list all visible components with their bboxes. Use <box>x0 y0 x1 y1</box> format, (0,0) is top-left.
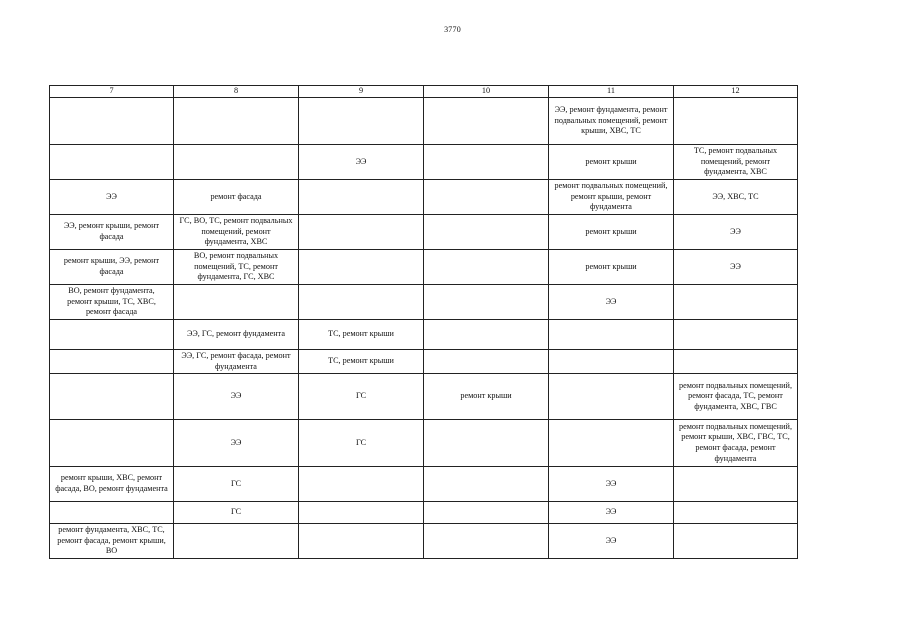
table-cell: ЭЭ, ГС, ремонт фасада, ремонт фундамента <box>174 350 299 374</box>
repair-schedule-table <box>49 85 798 559</box>
table-cell <box>424 180 549 215</box>
table-cell <box>174 145 299 180</box>
column-header: 9 <box>299 86 424 98</box>
table-cell <box>424 524 549 559</box>
table-row <box>50 467 798 502</box>
table-cell <box>299 215 424 250</box>
table-cell: ремонт подвальных помещений, ремонт крыши, ремонт фундамента <box>549 180 674 215</box>
table-cell: ЭЭ <box>674 250 798 285</box>
table-row <box>50 524 798 559</box>
table-cell <box>549 420 674 467</box>
column-header: 11 <box>549 86 674 98</box>
table-cell <box>424 250 549 285</box>
table-cell <box>424 145 549 180</box>
table-cell: ГС <box>299 374 424 420</box>
table-cell: ремонт крыши <box>549 145 674 180</box>
table-cell: ЭЭ, ремонт крыши, ремонт фасада <box>50 215 174 250</box>
table-cell <box>174 285 299 320</box>
table-cell: ЭЭ <box>174 374 299 420</box>
table-cell <box>299 98 424 145</box>
table-cell: ремонт крыши, ХВС, ремонт фасада, ВО, ремонт фундамента <box>50 467 174 502</box>
table-cell <box>299 285 424 320</box>
table-cell <box>424 320 549 350</box>
table-cell: ремонт подвальных помещений, ремонт фасада, ТС, ремонт фундамента, ХВС, ГВС <box>674 374 798 420</box>
table-cell: ТС, ремонт крыши <box>299 350 424 374</box>
table-cell <box>424 420 549 467</box>
table-cell <box>549 374 674 420</box>
table-cell <box>299 467 424 502</box>
table-cell <box>424 467 549 502</box>
table-row <box>50 250 798 285</box>
column-header: 12 <box>674 86 798 98</box>
table-cell <box>674 524 798 559</box>
table-cell <box>424 215 549 250</box>
table-cell <box>50 502 174 524</box>
table-cell: ГС <box>299 420 424 467</box>
table-cell <box>299 524 424 559</box>
column-number-row <box>50 86 798 98</box>
table-cell <box>674 502 798 524</box>
table-row <box>50 502 798 524</box>
table-cell <box>424 502 549 524</box>
table-cell: ВО, ремонт подвальных помещений, ТС, ремонт фундамента, ГС, ХВС <box>174 250 299 285</box>
table-cell <box>50 320 174 350</box>
table-row <box>50 145 798 180</box>
table-row <box>50 98 798 145</box>
page-number: 3770 <box>444 25 461 34</box>
table-cell: ремонт крыши <box>549 215 674 250</box>
table-row <box>50 420 798 467</box>
table-cell <box>299 180 424 215</box>
table-cell: ЭЭ <box>174 420 299 467</box>
table-row <box>50 320 798 350</box>
table-cell <box>50 420 174 467</box>
table-cell: ЭЭ <box>674 215 798 250</box>
table-row <box>50 215 798 250</box>
table-cell: ремонт крыши <box>549 250 674 285</box>
table-cell: ремонт фасада <box>174 180 299 215</box>
table-cell: ЭЭ, ХВС, ТС <box>674 180 798 215</box>
table-cell <box>299 502 424 524</box>
table-cell: ЭЭ, ГС, ремонт фундамента <box>174 320 299 350</box>
table-cell <box>549 320 674 350</box>
table-cell: ремонт крыши, ЭЭ, ремонт фасада <box>50 250 174 285</box>
table-cell <box>549 350 674 374</box>
table-cell <box>424 285 549 320</box>
table-row <box>50 180 798 215</box>
table-cell <box>674 467 798 502</box>
table-cell <box>50 374 174 420</box>
table-cell <box>674 320 798 350</box>
table-cell: ремонт подвальных помещений, ремонт крыши, ХВС, ГВС, ТС, ремонт фасада, ремонт фундамента <box>674 420 798 467</box>
table-cell: ТС, ремонт подвальных помещений, ремонт фундамента, ХВС <box>674 145 798 180</box>
table-cell <box>674 285 798 320</box>
table-cell: ЭЭ <box>549 467 674 502</box>
table-cell <box>50 145 174 180</box>
table-cell: ремонт крыши <box>424 374 549 420</box>
table-cell: ГС, ВО, ТС, ремонт подвальных помещений, ремонт фундамента, ХВС <box>174 215 299 250</box>
table-cell: ЭЭ <box>549 502 674 524</box>
column-header: 7 <box>50 86 174 98</box>
table-cell: ЭЭ, ремонт фундамента, ремонт подвальных помещений, ремонт крыши, ХВС, ТС <box>549 98 674 145</box>
table-cell <box>50 98 174 145</box>
table-cell <box>424 350 549 374</box>
table-row <box>50 350 798 374</box>
table-cell: ГС <box>174 502 299 524</box>
table-cell <box>674 350 798 374</box>
column-header: 8 <box>174 86 299 98</box>
table-cell: ТС, ремонт крыши <box>299 320 424 350</box>
table-cell <box>299 250 424 285</box>
table-cell <box>674 98 798 145</box>
table-cell: ремонт фундамента, ХВС, ТС, ремонт фасада, ремонт крыши, ВО <box>50 524 174 559</box>
table-cell: ЭЭ <box>549 285 674 320</box>
table-cell <box>174 98 299 145</box>
table-cell: ЭЭ <box>549 524 674 559</box>
table-cell: ЭЭ <box>299 145 424 180</box>
table-row <box>50 285 798 320</box>
table-cell: ГС <box>174 467 299 502</box>
table-cell <box>424 98 549 145</box>
table-row <box>50 374 798 420</box>
table-cell: ВО, ремонт фундамента, ремонт крыши, ТС, ХВС, ремонт фасада <box>50 285 174 320</box>
table-cell <box>174 524 299 559</box>
table-cell <box>50 350 174 374</box>
table-cell: ЭЭ <box>50 180 174 215</box>
column-header: 10 <box>424 86 549 98</box>
